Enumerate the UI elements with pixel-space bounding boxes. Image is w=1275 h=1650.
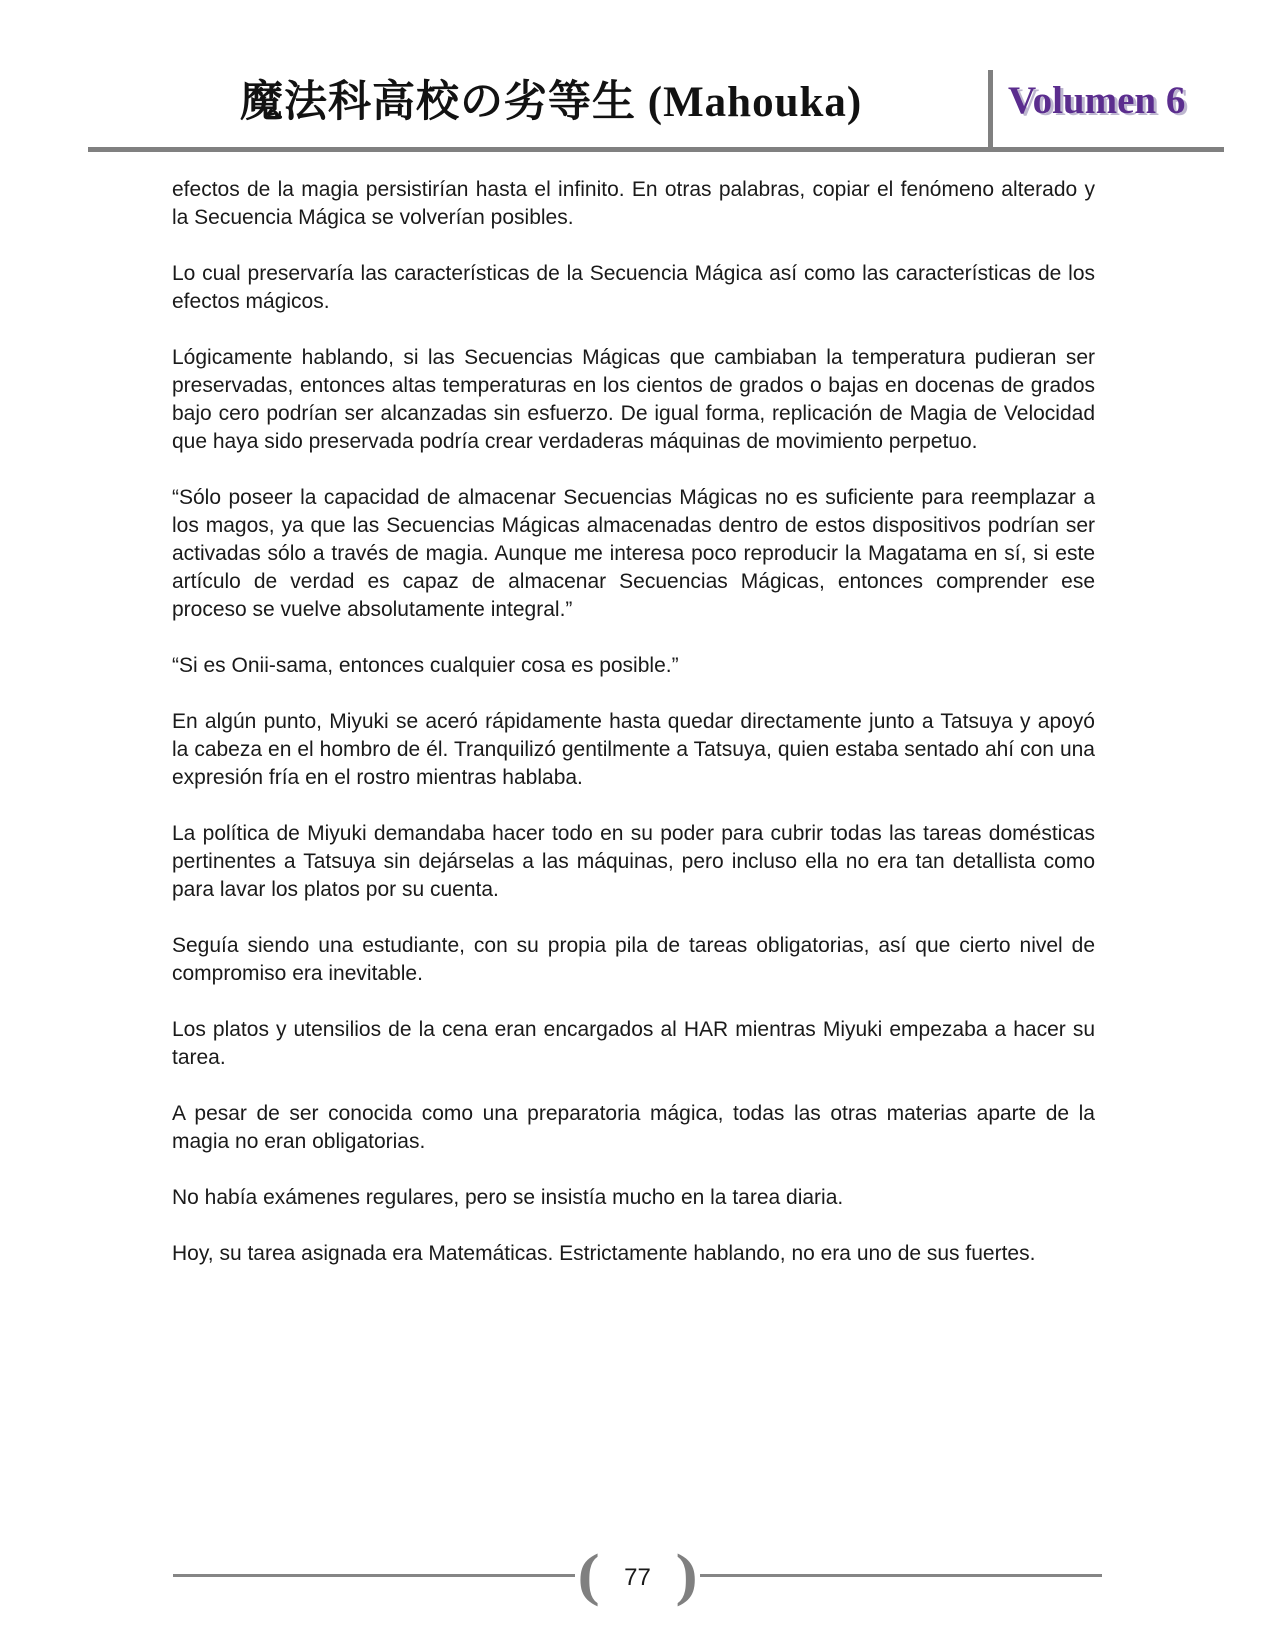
paragraph: “Sólo poseer la capacidad de almacenar Secuencias Mágicas no es suficiente para reemplazar a los magos, ya que las Secuencias Mágicas almacenadas dentro de estos dispositivos podrían ser activadas sólo a través de magia. Aunque me interesa poco reproducir la Magatama en sí, si este artículo de verdad es capaz de almacenar Secuencias Mágicas, entonces comprender ese proceso se vuelve absolutamente integral.” xyxy=(172,486,1095,621)
paragraph: efectos de la magia persistirían hasta el infinito. En otras palabras, copiar el fenómeno alterado y la Secuencia Mágica se volverían posibles. xyxy=(172,178,1095,229)
body-text xyxy=(172,176,1095,1296)
paragraph: La política de Miyuki demandaba hacer todo en su poder para cubrir todas las tareas domésticas pertinentes a Tatsuya sin dejárselas a las máquinas, pero incluso ella no era tan detallista como para lavar los platos por su cuenta. xyxy=(172,822,1095,901)
volume-label: Volumen 6 xyxy=(1008,79,1186,122)
paragraph: En algún punto, Miyuki se aceró rápidamente hasta quedar directamente junto a Tatsuya y apoyó la cabeza en el hombro de él. Tranquilizó gentilmente a Tatsuya, quien estaba sentado ahí con una expresión fría en el rostro mientras hablaba. xyxy=(172,710,1095,789)
paragraph: Lo cual preservaría las características de la Secuencia Mágica así como las características de los efectos mágicos. xyxy=(172,262,1095,313)
page-number: 77 xyxy=(624,1564,651,1591)
paragraph: “Si es Onii-sama, entonces cualquier cosa es posible.” xyxy=(172,654,679,677)
paragraph: A pesar de ser conocida como una preparatoria mágica, todas las otras materias aparte de la magia no eran obligatorias. xyxy=(172,1102,1095,1153)
footer-bracket-left: ( xyxy=(577,1542,600,1607)
footer-bracket-right: ) xyxy=(675,1542,698,1607)
paragraph: Seguía siendo una estudiante, con su propia pila de tareas obligatorias, así que cierto nivel de compromiso era inevitable. xyxy=(172,934,1095,985)
footer-line-left xyxy=(173,1574,575,1577)
paragraph: Lógicamente hablando, si las Secuencias Mágicas que cambiaban la temperatura pudieran ser preservadas, entonces altas temperaturas en los cientos de grados o bajas en docenas de grados bajo cero podrían ser alcanzadas sin esfuerzo. De igual forma, replicación de Magia de Velocidad que haya sido preservada podría crear verdaderas máquinas de movimiento perpetuo. xyxy=(172,346,1095,453)
paragraph: No había exámenes regulares, pero se insistía mucho en la tarea diaria. xyxy=(172,1186,844,1209)
header-rule xyxy=(88,147,1224,152)
page-title: 魔法科高校の劣等生 (Mahouka) xyxy=(240,79,863,126)
paragraph: Los platos y utensilios de la cena eran encargados al HAR mientras Miyuki empezaba a hacer su tarea. xyxy=(172,1018,1095,1069)
footer-line-right xyxy=(700,1574,1102,1577)
page-footer xyxy=(0,1542,1275,1607)
volume-divider-bar xyxy=(988,70,993,151)
paragraph: Hoy, su tarea asignada era Matemáticas. Estrictamente hablando, no era uno de sus fuertes. xyxy=(172,1242,1036,1265)
